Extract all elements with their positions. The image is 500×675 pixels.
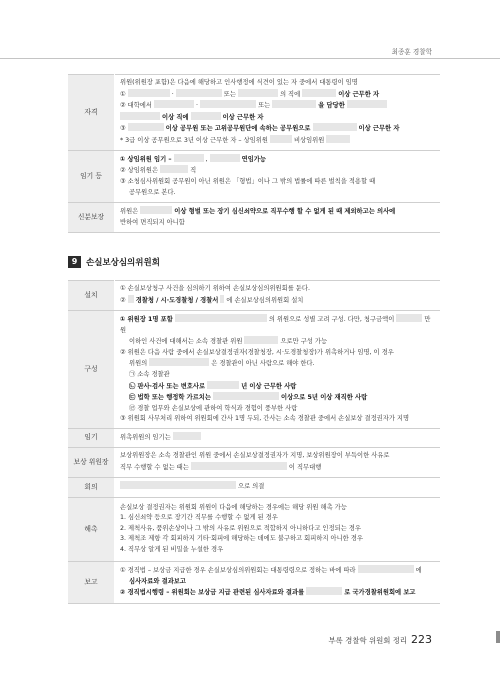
section-title: 손실보상심의위원회 xyxy=(86,258,160,268)
blank-box xyxy=(128,123,164,131)
text-line: 1. 심신쇠약 등으로 장기간 직무를 수행할 수 없게 된 경우 xyxy=(120,514,278,522)
page-footer xyxy=(329,633,432,646)
footer-text: 부록 경찰학 위원회 정리 xyxy=(328,636,407,645)
row-content xyxy=(115,281,441,311)
text-line: 손실보상 결정권자는 위원회 위원이 다음에 해당하는 경우에는 해당 위원 해촉 가능 xyxy=(120,503,347,511)
row-content xyxy=(115,447,441,477)
blank-box xyxy=(128,295,134,303)
text-line: ① 경직법 – 보상금 지급한 경우 손실보상심의위원회는 대통령령으로 정하는 바에 따라 에 xyxy=(120,567,422,575)
row-composition xyxy=(68,311,440,429)
blank-box xyxy=(175,314,267,322)
row-content xyxy=(115,150,441,202)
text-line: ㉠ 소속 경찰관 xyxy=(129,370,170,378)
committee-table-2 xyxy=(68,280,440,604)
blank-box xyxy=(270,135,292,143)
row-label: 자격 xyxy=(68,75,115,151)
row-label: 보상 위원장 xyxy=(68,447,115,477)
row-term xyxy=(68,428,440,447)
row-label: 신분보장 xyxy=(68,202,115,232)
text-line: ③ 이상 공무원 또는 고위공무원단에 속하는 공무원으로 이상 근무한 자 xyxy=(120,125,400,133)
blank-box xyxy=(191,112,221,120)
text-line: 위원은 이상 형벌 또는 장기 심신쇠약으로 직무수행 할 수 없게 된 때 제외하고는 의사에 xyxy=(120,207,396,215)
blank-box xyxy=(160,165,188,173)
header-divider xyxy=(0,58,500,59)
blank-box xyxy=(191,462,287,470)
text-line: 2. 제척사유, 품위손상이나 그 밖의 사유로 위원으로 적합하지 아니하다고 인정되는 경우 xyxy=(120,524,361,532)
text-line: 위원(위원장 포함)은 다음에 해당하고 인사행정에 식견이 있는 자 중에서 대통령이 임명 xyxy=(120,79,358,86)
row-content: 으로 의결 xyxy=(115,477,441,497)
blank-box xyxy=(238,89,278,97)
row-report xyxy=(68,561,440,603)
blank-box xyxy=(173,432,201,440)
text-line: 4. 직무상 알게 된 비밀을 누설한 경우 xyxy=(120,545,224,553)
row-content xyxy=(115,75,441,151)
blank-box xyxy=(149,358,209,366)
row-meeting xyxy=(68,477,440,497)
text-line: * 3급 이상 공무원으로 3년 이상 근무한 자 – 상임위원 비상임위원 xyxy=(120,135,435,147)
row-guarantee xyxy=(68,202,440,232)
text-line: 이하인 사건에 대해서는 소속 경찰관 위원 으로만 구성 가능 xyxy=(129,338,328,346)
blank-box xyxy=(347,100,387,108)
row-content: 위촉위원의 임기는 xyxy=(115,428,441,447)
row-content xyxy=(115,202,441,232)
text-line: ② 경찰청 / 시·도경찰청 / 경찰서 에 손실보상심의위원회 설치 xyxy=(120,297,304,304)
text-line: 이상 직에 이상 근무한 자 xyxy=(120,112,435,124)
blank-box xyxy=(272,100,316,108)
blank-box xyxy=(154,100,194,108)
blank-box xyxy=(244,336,278,344)
committee-table-1 xyxy=(68,74,440,233)
row-content xyxy=(115,311,441,429)
text-line: ② 위원은 다음 사람 중에서 손실보상결정권자(경찰청장, 시·도경찰청장)가 위촉하거나 임명, 이 경우 xyxy=(120,348,394,356)
blank-box xyxy=(306,587,342,595)
text-line: ② 상임위원은 직 xyxy=(120,167,197,175)
row-label: 구성 xyxy=(68,311,115,429)
row-label: 임기 xyxy=(68,428,115,447)
text-line: 심사자료와 결과보고 xyxy=(129,577,186,585)
blank-box xyxy=(220,295,224,303)
text-line: ① 상임위원 임기 – , 연임가능 xyxy=(120,155,266,163)
row-term xyxy=(68,150,440,202)
row-label: 임기 등 xyxy=(68,150,115,202)
text-line: ㉡ 판사·검사 또는 변호사로 년 이상 근무한 사람 xyxy=(129,382,297,390)
text-line: ② 경직법시행령 – 위원회는 보상금 지급 관련된 심사자료와 결과를 로 국가경찰위원회에 보고 xyxy=(120,589,416,597)
row-label: 보고 xyxy=(68,561,115,603)
blank-box xyxy=(174,154,204,162)
row-dismissal xyxy=(68,497,440,561)
section-number: 9 xyxy=(68,256,81,268)
blank-box xyxy=(140,206,172,214)
blank-box xyxy=(302,89,336,97)
blank-box xyxy=(120,481,236,489)
row-label: 설치 xyxy=(68,281,115,311)
blank-box xyxy=(358,565,414,573)
blank-box xyxy=(313,123,357,131)
row-label: 해촉 xyxy=(68,497,115,561)
section-heading xyxy=(68,256,160,268)
text-line: ③ 위원회 사무처리 위하여 위원회에 간사 1명 두되, 간사는 소속 경찰관 중에서 손실보상 결정권자가 지명 xyxy=(120,415,410,423)
row-label: 회의 xyxy=(68,477,115,497)
running-header-title: 최종훈 경찰학 xyxy=(391,48,432,56)
row-content xyxy=(115,497,441,561)
text-line: 위원의 은 경찰관이 아닌 사람으로 해야 한다. xyxy=(129,360,315,368)
text-line: 보상위원장은 소속 경찰관인 위원 중에서 손실보상결정권자가 지명, 보상위원장이 부득이한 사유로 xyxy=(120,451,390,459)
row-setup xyxy=(68,281,440,311)
text-line: ① 손실보상청구 사건을 심의하기 위하여 손실보상심의위원회를 둔다. xyxy=(120,285,310,293)
row-qualification xyxy=(68,75,440,151)
text-line: ① 위원장 1명 포함 의 위원으로 성별 고려 구성. 다만, 청구금액이 만원 xyxy=(120,316,431,334)
text-line: 반하여 면직되지 아니함 xyxy=(120,218,185,226)
blank-box xyxy=(200,100,256,108)
page-number: 223 xyxy=(411,633,432,646)
text-line: 3. 제척조 제항 각 회피하지 기타·회피에 해당하는 데에도 불구하고 회피하지 아니한 경우 xyxy=(120,535,363,543)
blank-box xyxy=(176,89,222,97)
text-line: ③ 소청심사위원회 공무원이 아닌 위원은 「형법」이나 그 밖의 법률에 따른 벌칙을 적용할 때 xyxy=(120,178,376,186)
text-line: ㉢ 법학 또는 행정학 가르치는 이상으로 5년 이상 재직한 사람 xyxy=(129,394,368,402)
footer-edge-mark xyxy=(496,631,500,643)
blank-box xyxy=(210,154,240,162)
blank-box xyxy=(396,314,422,322)
text-line: 공무원으로 본다. xyxy=(129,188,176,196)
blank-box xyxy=(326,135,350,143)
text-line: 직무 수행할 수 없는 때는 이 직무대행 xyxy=(120,463,322,471)
row-chair xyxy=(68,447,440,477)
row-content xyxy=(115,561,441,603)
text-line: ① · 또는 의 직에 이상 근무한 자 xyxy=(120,90,380,98)
text-line: ㉣ 경찰 업무와 손실보상에 관하여 학식과 경험이 풍부한 사람 xyxy=(129,404,298,412)
blank-box xyxy=(213,392,279,400)
text-line: ② 대학에서 · 또는 을 담당한 xyxy=(120,100,435,112)
blank-box xyxy=(128,89,170,97)
blank-box xyxy=(207,381,239,389)
blank-box xyxy=(120,112,160,120)
